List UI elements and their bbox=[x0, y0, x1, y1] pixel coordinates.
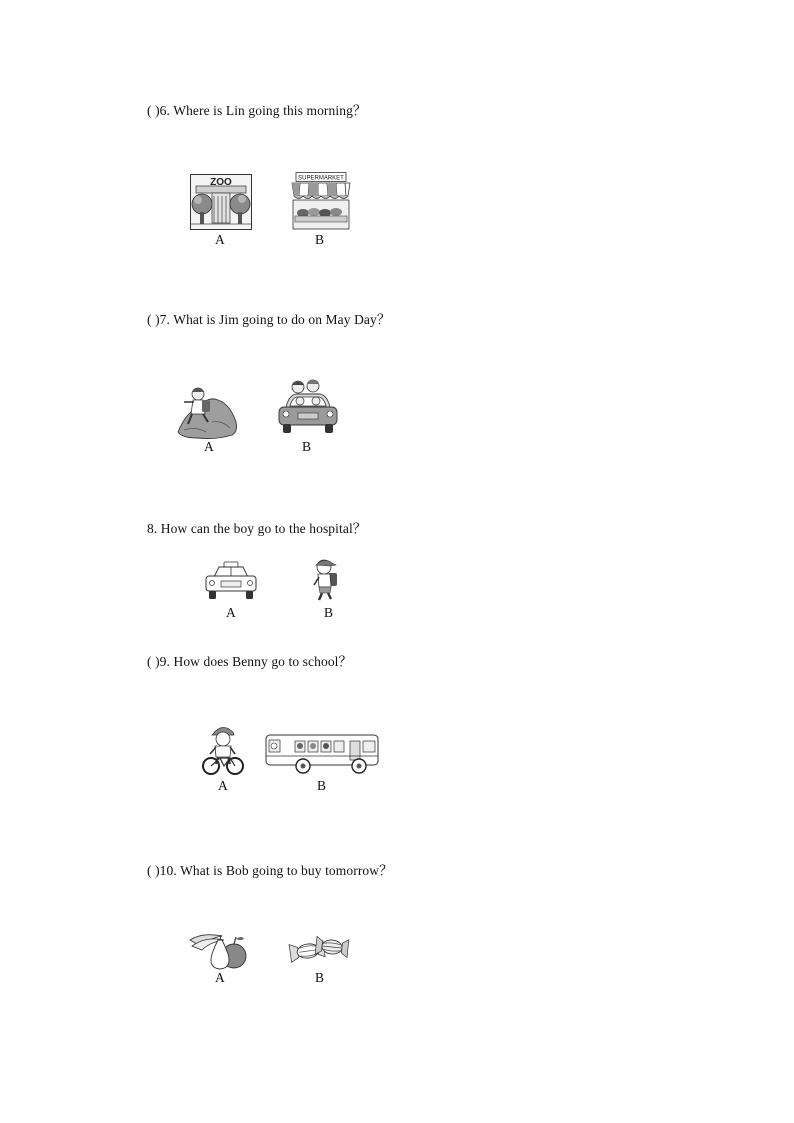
question-7-text: ( )7. What is Jim going to do on May Day？ bbox=[147, 312, 391, 327]
option-10b-label: B bbox=[315, 970, 325, 985]
school-bus-icon bbox=[265, 733, 379, 775]
question-6-text: ( )6. Where is Lin going this morning？ bbox=[147, 103, 367, 118]
supermarket-icon bbox=[290, 172, 352, 230]
option-9a-label: A bbox=[218, 778, 228, 793]
option-6b-label: B bbox=[315, 232, 325, 247]
question-10-text: ( )10. What is Bob going to buy tomorrow？ bbox=[147, 863, 393, 878]
taxi-icon bbox=[205, 561, 257, 601]
bike-rider-icon bbox=[202, 724, 244, 776]
question-9-text: ( )9. How does Benny go to school？ bbox=[147, 654, 353, 669]
question-8-text: 8. How can the boy go to the hospital？ bbox=[147, 521, 367, 536]
zoo-sign-text: ZOO bbox=[210, 177, 232, 188]
option-7b-label: B bbox=[302, 439, 312, 454]
option-6a-label: A bbox=[215, 232, 225, 247]
option-9b-label: B bbox=[317, 778, 327, 793]
supermarket-sign-text: SUPERMARKET bbox=[298, 175, 344, 182]
hiking-mountain-icon bbox=[176, 382, 240, 440]
zoo-gate-icon bbox=[190, 174, 252, 230]
option-8b-label: B bbox=[324, 605, 334, 620]
family-car-trip-icon bbox=[278, 378, 338, 436]
candy-icon bbox=[288, 932, 350, 966]
fruit-icon bbox=[188, 930, 248, 970]
option-8a-label: A bbox=[226, 605, 236, 620]
option-7a-label: A bbox=[204, 439, 214, 454]
walking-boy-icon bbox=[308, 557, 342, 603]
option-10a-label: A bbox=[215, 970, 225, 985]
